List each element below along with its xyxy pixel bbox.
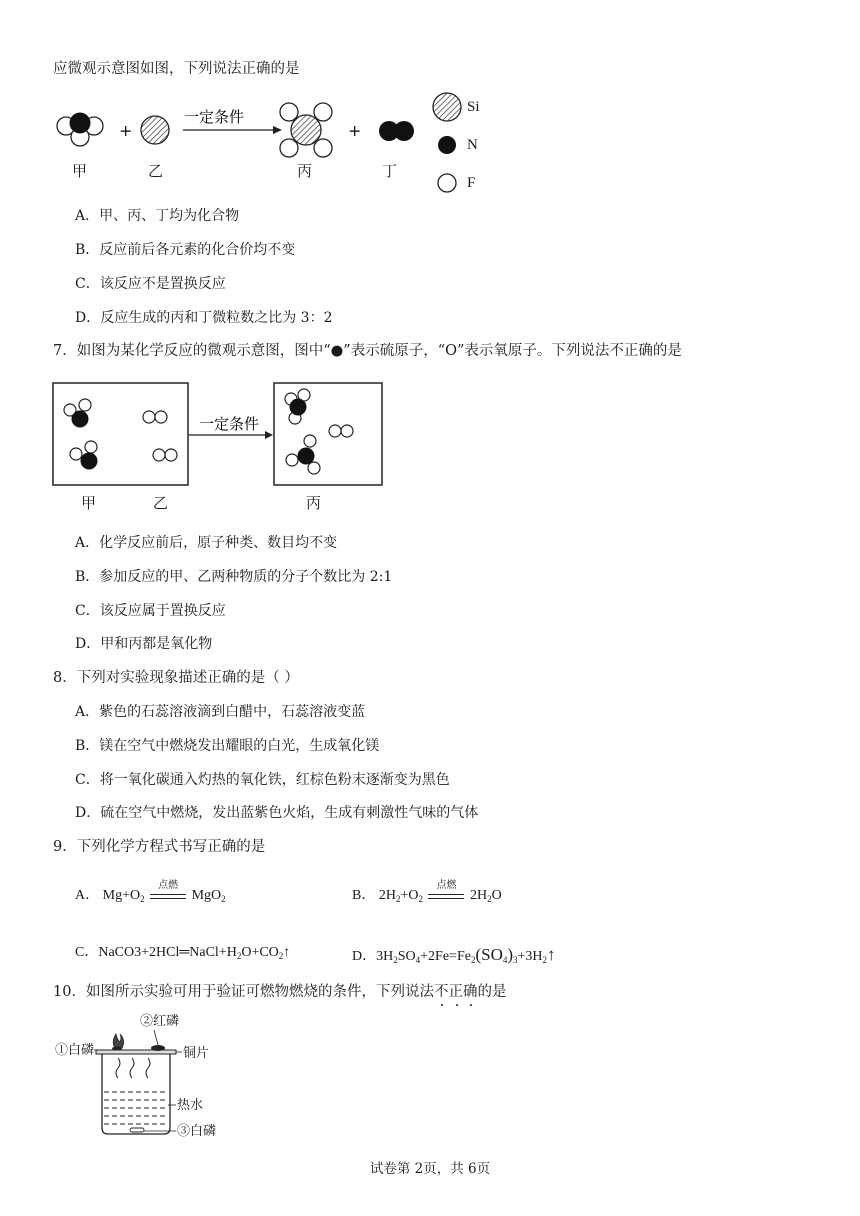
red-phosphorus bbox=[151, 1045, 165, 1051]
page-footer: 试卷第 2页，共 6页 bbox=[369, 1161, 491, 1177]
q6-molecule-jia bbox=[57, 113, 103, 146]
q7-before-box bbox=[53, 383, 188, 485]
q6-label-bing: 丙 bbox=[297, 162, 313, 180]
label-red-phosphorus: ②红磷 bbox=[140, 1014, 180, 1029]
q6-legend bbox=[433, 93, 461, 192]
q6-plus-1: + bbox=[119, 121, 133, 140]
q10-stem: 10．如图所示实验可用于验证可燃物燃烧的条件，下列说法不正确的是 bbox=[53, 984, 507, 1000]
beaker bbox=[102, 1052, 170, 1134]
q6-stem: 应微观示意图如图，下列说法正确的是 bbox=[53, 61, 300, 77]
label-hot-water: 热水 bbox=[177, 1098, 204, 1113]
q9-option-c: C．$NaCO3+2HCl═NaCl+H_2O+CO_2↑$ bbox=[75, 945, 291, 961]
q6-label-yi: 乙 bbox=[148, 162, 164, 180]
q7-reaction-diagram bbox=[52, 379, 392, 489]
q6-molecule-yi bbox=[141, 116, 169, 144]
q9-stem: 9．下列化学方程式书写正确的是 bbox=[53, 839, 266, 855]
q6-plus-2: + bbox=[348, 121, 362, 140]
q8-option-b: B．镁在空气中燃烧发出耀眼的白光，生成氧化镁 bbox=[75, 738, 380, 754]
steam-line bbox=[130, 1058, 134, 1078]
q6-option-c: C．该反应不是置换反应 bbox=[75, 276, 226, 292]
q9-option-d: D．$3H_2SO_4+2Fe=Fe_2(SO_4)_3+3H_2↑$ bbox=[352, 945, 556, 965]
q7-label-yi: 乙 bbox=[153, 494, 169, 512]
q7-label-bing: 丙 bbox=[306, 494, 322, 512]
q7-option-a: A．化学反应前后，原子种类、数目均不变 bbox=[75, 535, 338, 551]
q6-option-a: A．甲、丙、丁均为化合物 bbox=[75, 208, 240, 224]
steam-line bbox=[146, 1058, 150, 1078]
q6-label-ding: 丁 bbox=[382, 162, 398, 180]
q6-option-d: D．反应生成的丙和丁微粒数之比为 3：2 bbox=[75, 310, 333, 326]
q6-label-jia: 甲 bbox=[72, 162, 88, 180]
q7-stem: 7．如图为某化学反应的微观示意图，图中“●”表示硫原子，“O”表示氧原子。下列说法不正确的是 bbox=[53, 343, 682, 359]
q8-option-c: C．将一氧化碳通入灼热的氧化铁，红棕色粉末逐渐变为黑色 bbox=[75, 772, 450, 788]
legend-f-label: F bbox=[467, 175, 476, 191]
q9-condition-equals: 点燃 bbox=[428, 892, 464, 899]
hot-water bbox=[104, 1092, 168, 1124]
legend-n-label: N bbox=[467, 137, 478, 153]
q6-arrow-condition: 一定条件 bbox=[184, 108, 245, 126]
q10-experiment-diagram bbox=[50, 1010, 190, 1140]
copper-plate bbox=[96, 1050, 176, 1054]
q7-option-d: D．甲和丙都是氧化物 bbox=[75, 636, 213, 652]
white-phosphorus-bottom bbox=[130, 1128, 144, 1132]
white-phosphorus-flame bbox=[113, 1034, 123, 1048]
q6-reaction-arrow bbox=[183, 126, 282, 134]
q6-molecule-bing bbox=[280, 103, 332, 157]
q8-option-d: D．硫在空气中燃烧，发出蓝紫色火焰，生成有刺激性气味的气体 bbox=[75, 805, 479, 821]
q6-molecule-ding bbox=[379, 121, 414, 141]
label-copper-plate: 铜片 bbox=[183, 1046, 210, 1061]
q9-option-a: A． $Mg+O_2$ 点燃 MgO$_2$ bbox=[75, 880, 226, 904]
q9-option-b: B． $2H_2+O_2$ 点燃 $2H_2O$ bbox=[352, 880, 502, 904]
q7-label-jia: 甲 bbox=[81, 494, 97, 512]
q6-option-b: B．反应前后各元素的化合价均不变 bbox=[75, 242, 296, 258]
q7-option-c: C．该反应属于置换反应 bbox=[75, 603, 226, 619]
legend-n-symbol bbox=[438, 136, 456, 154]
q9-condition-equals: 点燃 bbox=[150, 892, 186, 899]
legend-f-symbol bbox=[438, 174, 456, 192]
label-white-phosphorus-bottom: ③白磷 bbox=[177, 1124, 217, 1139]
label-white-phosphorus-top: ①白磷 bbox=[55, 1043, 95, 1058]
q7-arrow-condition: 一定条件 bbox=[199, 415, 260, 433]
q7-option-b: B．参加反应的甲、乙两种物质的分子个数比为 2:1 bbox=[75, 569, 393, 585]
q8-option-a: A．紫色的石蕊溶液滴到白醋中，石蕊溶液变蓝 bbox=[75, 704, 366, 720]
steam-line bbox=[116, 1058, 120, 1078]
legend-si-symbol bbox=[433, 93, 461, 121]
q8-stem: 8．下列对实验现象描述正确的是（ ） bbox=[53, 670, 299, 686]
q6-reaction-diagram bbox=[50, 88, 570, 198]
legend-si-label: Si bbox=[467, 99, 480, 115]
